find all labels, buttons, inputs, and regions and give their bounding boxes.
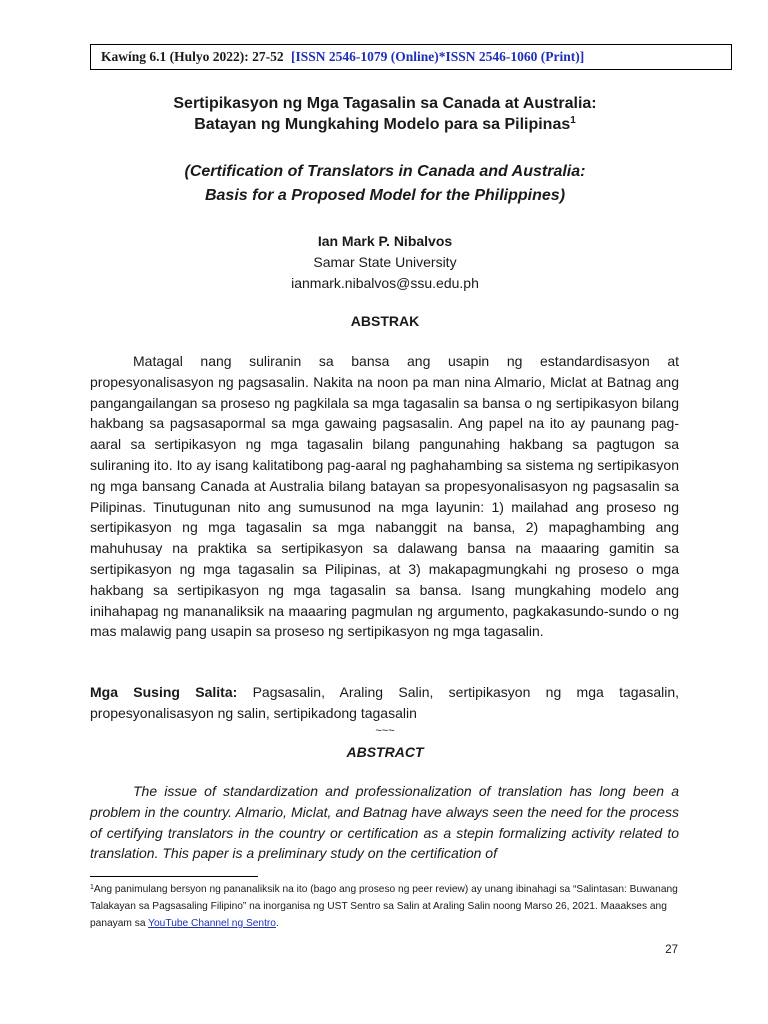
paper-title <box>90 93 680 135</box>
abstrak-body: Matagal nang suliranin sa bansa ang usapin ng estandardisasyon at propesyonalisasyon ng pagsasalin. Nakita na noon pa man nina Almario, Miclat at Batnag ang pangangailangan sa proseso ng pagkilala sa mga tagasalin sa bansa o ng sertipikasyon bilang hakbang sa pagsasapormal sa mga gawaing pagsasalin. Ang papel na ito ay paunang pag-aaral sa sertipikasyon ng mga tagasalin bilang pangunahing hakbang sa pagtugon sa suliraning ito. Ito ay isang kalitatibong pag-aaral ng paghahambing sa sistema ng sertipikasyon ng mga bansang Canada at Australia bilang batayan sa propesyonalisasyon ng pagsasalin sa Pilipinas. Tinutugunan nito ang sumusunod na mga layunin: 1) mailahad ang proseso ng sertipikasyon ng mga tagasalin sa mga nabanggit na bansa, 2) mapaghambing ang mahuhusay na praktika sa sertipikasyon sa dalawang bansa na maaaring gamitin sa sertipikasyon ng mga tagasalin sa Pilipinas, at 3) makapagmungkahi ng proseso o mga hakbang sa sertipikasyon ng mga tagasalin sa bansa. Isang mungkahing modelo ang inihahapag ng mananaliksik na maaaring pagmulan ng argumento, pagkakasundo-sundo o ng mas malawig pang usapin sa proseso ng sertipikasyon ng mga tagasalin. <box>90 353 679 640</box>
keywords-text: Pagsasalin, Araling Salin, sertipikasyon ng mga tagasalin, propesyonalisasyon ng salin, sertipikadong tagasalin <box>90 684 679 721</box>
author-affiliation: Samar State University <box>313 254 457 270</box>
abstract-heading: ABSTRACT <box>346 744 424 760</box>
paper-subtitle <box>90 160 680 208</box>
title-line-2 <box>90 114 680 135</box>
footnote-text: Ang panimulang bersyon ng pananaliksik na ito (bago ang proseso ng peer review) ay unang ibinahagi sa “Salintasan: Buwanang Talakayan sa Pagsasaling Filipino” na inorganisa ng UST Sentro sa Salin at Araling Salin noong Marso 26, 2021. Maaakses ang panayam sa <box>90 884 678 929</box>
issn-info: [ISSN 2546-1079 (Online)*ISSN 2546-1060 (Print)] <box>291 49 585 64</box>
footnote <box>90 881 690 932</box>
subtitle-line-2: Basis for a Proposed Model for the Philippines) <box>204 187 566 204</box>
author-name: Ian Mark P. Nibalvos <box>317 233 453 249</box>
page-number: 27 <box>665 944 678 956</box>
section-separator: ~~~ <box>375 725 395 737</box>
abstrak-heading: ABSTRAK <box>350 313 420 329</box>
youtube-channel-link[interactable]: YouTube Channel ng Sentro <box>148 918 276 929</box>
author-email: ianmark.nibalvos@ssu.edu.ph <box>291 275 479 291</box>
title-footnote-marker[interactable]: 1 <box>570 115 576 126</box>
author-block <box>90 231 680 294</box>
subtitle-line-1: (Certification of Translators in Canada and Australia: <box>184 163 586 180</box>
footnote-divider <box>90 876 258 877</box>
footnote-end: . <box>275 918 279 929</box>
keywords-label: Mga Susing Salita: <box>90 684 238 700</box>
keywords <box>90 682 679 724</box>
journal-citation: Kawíng 6.1 (Hulyo 2022): 27-52 <box>101 49 284 64</box>
footnote-marker: 1 <box>90 884 94 891</box>
title-line-2-text: Batayan ng Mungkahing Modelo para sa Pilipinas <box>194 116 571 133</box>
title-line-1: Sertipikasyon ng Mga Tagasalin sa Canada at Australia: <box>173 95 597 112</box>
abstract-body: The issue of standardization and professionalization of translation has long been a problem in the country. Almario, Miclat, and Batnag have always seen the need for the process of certifying translators in the country or certification as a stepin formalizing activity related to translation. This paper is a preliminary study on the certification of <box>90 783 679 862</box>
journal-header <box>90 44 732 70</box>
